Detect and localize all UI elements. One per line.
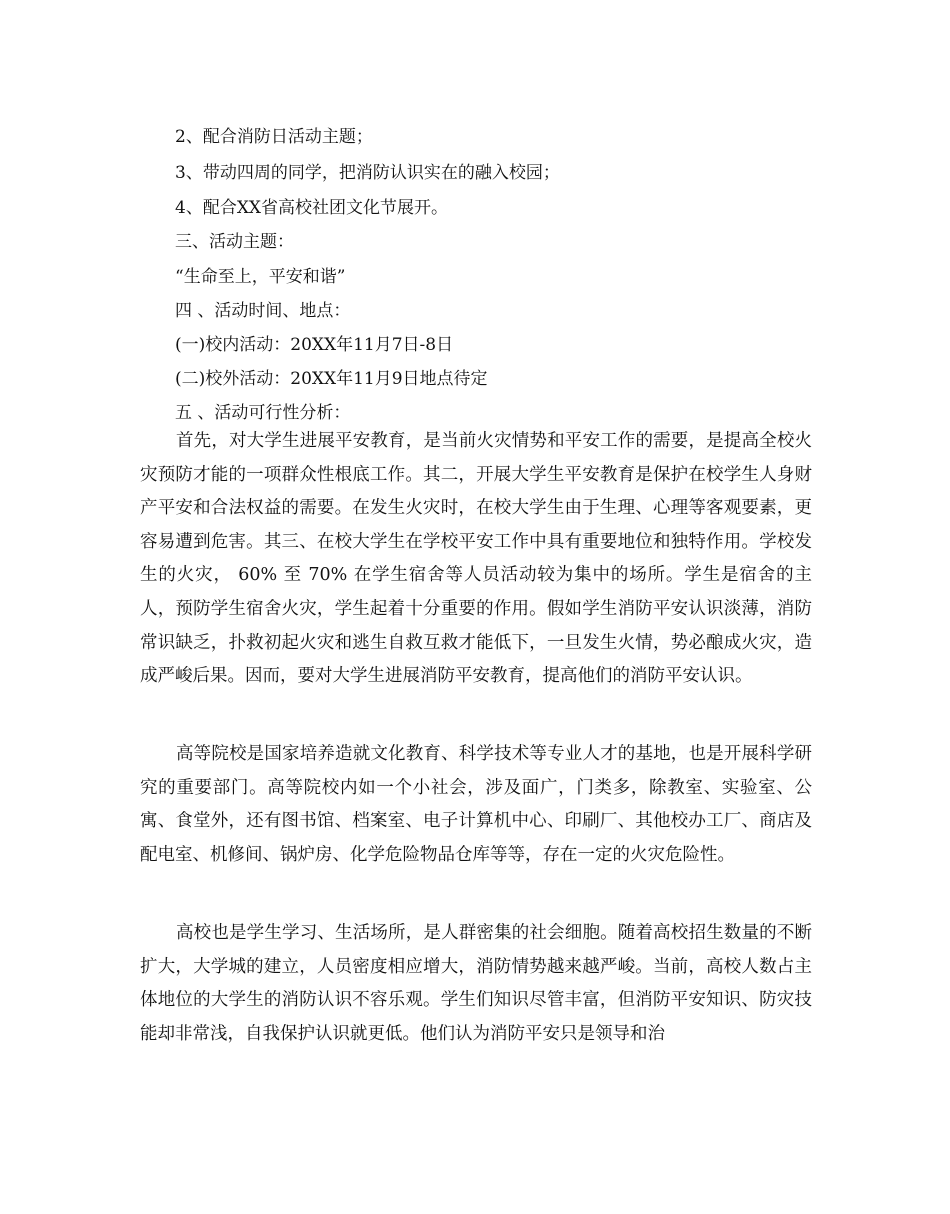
list-item-3: 3、带动四周的同学，把消防认识实在的融入校园； (175, 163, 560, 183)
paragraph-feasibility-1: 首先，对大学生进展平安教育，是当前火灾情势和平安工作的需要，是提高全校火灾预防才能的一项群众性根底工作。其二，开展大学生平安教育是保护在校学生人身财产平安和合法权益的需要。在发生火灾时，在校大学生由于生理、心理等客观要素，更容易遭到危害。其三、在校大学生在学校平安工作中具有重要地位和独特作用。学校发生的火灾， 60% 至 70% 在学生宿舍等人员活动较为集中的场所。学生是宿舍的主人，预防学生宿舍火灾，学生起着十分重要的作用。假如学生消防平安认识淡薄，消防常识缺乏，扑救初起火灾和逃生自救互救才能低下，一旦发生火情，势必酿成火灾，造成严峻后果。因而，要对大学生进展消防平安教育，提高他们的消防平安认识。 (140, 431, 812, 687)
theme-slogan: “生命至上，平安和谐” (175, 267, 346, 287)
section-heading-time-place: 四 、活动时间、地点： (175, 301, 351, 321)
section-heading-feasibility: 五 、活动可行性分析： (175, 403, 351, 423)
off-campus-activity-time: (二)校外活动：20XX年11月9日地点待定 (175, 369, 488, 389)
paragraph-feasibility-2: 高等院校是国家培养造就文化教育、科学技术等专业人才的基地，也是开展科学研究的重要部门。高等院校内如一个小社会，涉及面广，门类多，除教室、实验室、公寓、食堂外，还有图书馆、档案室、电子计算机中心、印刷厂、其他校办工厂、商店及配电室、机修间、锅炉房、化学危险物品仓库等等，存在一定的火灾危险性。 (140, 744, 812, 865)
list-item-2: 2、配合消防日活动主题； (175, 127, 373, 147)
paragraph-feasibility-3: 高校也是学生学习、生活场所，是人群密集的社会细胞。随着高校招生数量的不断扩大，大学城的建立，人员密度相应增大，消防情势越来越严峻。当前，高校人数占主体地位的大学生的消防认识不容乐观。学生们知识尽管丰富，但消防平安知识、防灾技能却非常浅，自我保护认识就更低。他们认为消防平安只是领导和治 (140, 923, 812, 1044)
list-item-4: 4、配合XX省高校社团文化节展开。 (175, 198, 449, 218)
section-heading-theme: 三、活动主题： (175, 232, 294, 252)
campus-activity-time: (一)校内活动：20XX年11月7日-8日 (175, 335, 454, 355)
